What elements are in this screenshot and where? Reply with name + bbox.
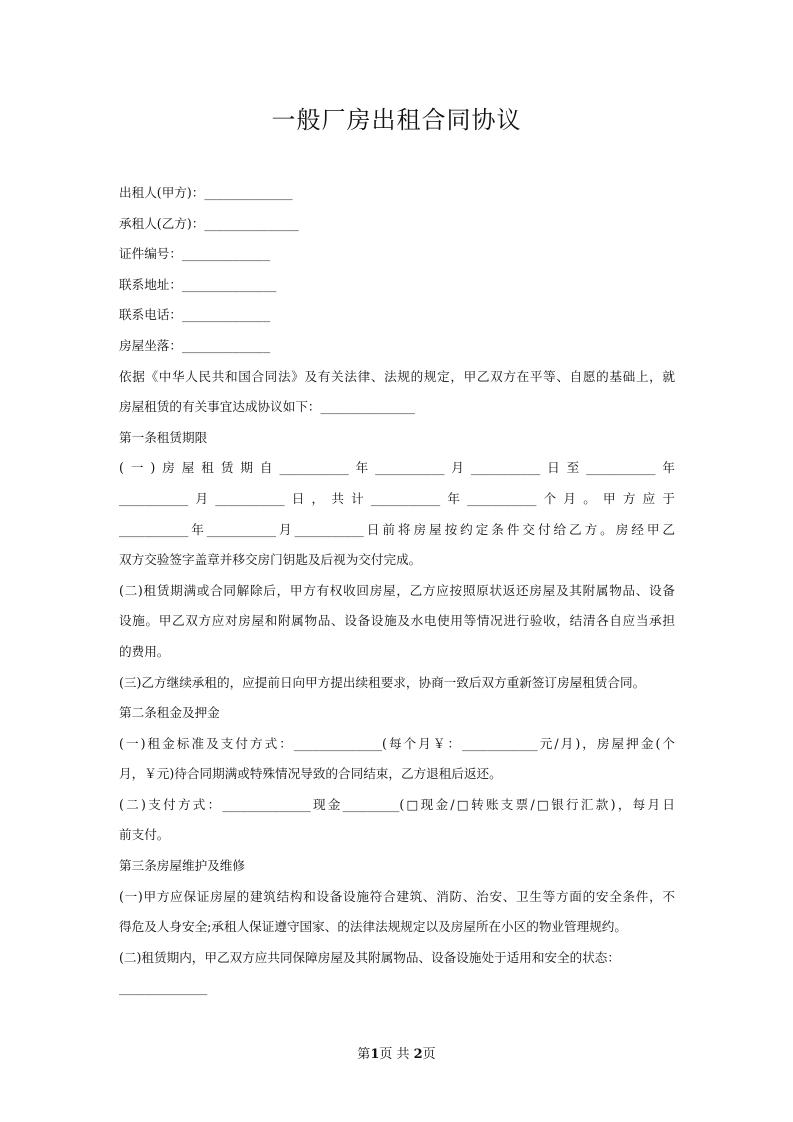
- article3-p1-line-1: (一)甲方应保证房屋的建筑结构和设备设施符合建筑、消防、治安、卫生等方面的安全条件，不: [119, 888, 675, 904]
- article3-p2-line-2: ______________: [119, 980, 208, 996]
- article1-p1-line-2: ___________月___________日，共计___________年___________个月。甲方应于: [119, 490, 675, 506]
- article2-p2-line-1: (二)支付方式：______________现金_________(□现金/□转账支票/□银行汇款)，每月日: [119, 796, 675, 812]
- field-lessor: 出租人(甲方)：______________: [119, 185, 293, 200]
- page-footer: [0, 1043, 793, 1062]
- field-property-location: 房屋坐落：______________: [119, 337, 271, 353]
- document-body: [119, 178, 675, 1004]
- article1-p1-line-4: 双方交验签字盖章并移交房门钥匙及后视为交付完成。: [119, 552, 422, 568]
- document-title: 一般厂房出租合同协议: [271, 106, 522, 134]
- article2-p1-line-2: 月，￥元)待合同期满或特殊情况导致的合同结束，乙方退租后返还。: [119, 766, 502, 782]
- article2-p1-line-1: (一)租金标准及支付方式：______________(每个月￥：____________元/月)，房屋押金(个: [119, 735, 675, 751]
- article3-p2-line-1: (二)租赁期内，甲乙双方应共同保障房屋及其附属物品、设备设施处于适用和安全的状态：: [119, 949, 620, 965]
- article1-p2-line-2: 设施。甲乙双方应对房屋和附属物品、设备设施及水电使用等情况进行验收，结清各自应当承担: [119, 613, 675, 629]
- article1-p1-line-1: (一)房屋租赁期自___________年___________月___________日至___________年: [119, 460, 675, 476]
- article1-p2-line-1: (二)租赁期满或合同解除后，甲方有权收回房屋，乙方应按照原状返还房屋及其附属物品、设备: [119, 582, 675, 598]
- article2-p2-line-2: 前支付。: [119, 827, 170, 843]
- article1-p1-line-3: ___________年___________月___________日前将房屋按约定条件交付给乙方。房经甲乙: [119, 521, 675, 537]
- footer-suffix: 页: [422, 1047, 436, 1062]
- field-lessee: 承租人(乙方)：_______________: [119, 215, 299, 231]
- article3-p1-line-2: 得危及人身安全;承租人保证遵守国家、的法律法规规定以及房屋所在小区的物业管理规约。: [119, 919, 627, 935]
- total-page-number: 2: [413, 1047, 423, 1062]
- article1-p2-line-3: 的费用。: [119, 643, 170, 659]
- field-phone: 联系电话：______________: [119, 307, 271, 323]
- footer-prefix: 第: [357, 1047, 371, 1062]
- article2-heading: 第二条租金及押金: [119, 705, 220, 721]
- article1-heading: 第一条租赁期限: [119, 429, 208, 445]
- intro-line-2: 房屋租赁的有关事宜达成协议如下：_______________: [119, 399, 415, 415]
- current-page-number: 1: [370, 1047, 380, 1062]
- intro-line-1: 依据《中华人民共和国合同法》及有关法律、法规的规定，甲乙双方在平等、自愿的基础上，就: [119, 368, 675, 384]
- article3-heading: 第三条房屋维护及维修: [119, 858, 245, 874]
- article1-p3: (三)乙方继续承租的，应提前日向甲方提出续租要求，协商一致后双方重新签订房屋租赁合同。: [119, 674, 646, 690]
- footer-mid: 页 共: [379, 1047, 414, 1062]
- field-id-number: 证件编号：______________: [119, 246, 271, 262]
- field-address: 联系地址：_______________: [119, 276, 277, 292]
